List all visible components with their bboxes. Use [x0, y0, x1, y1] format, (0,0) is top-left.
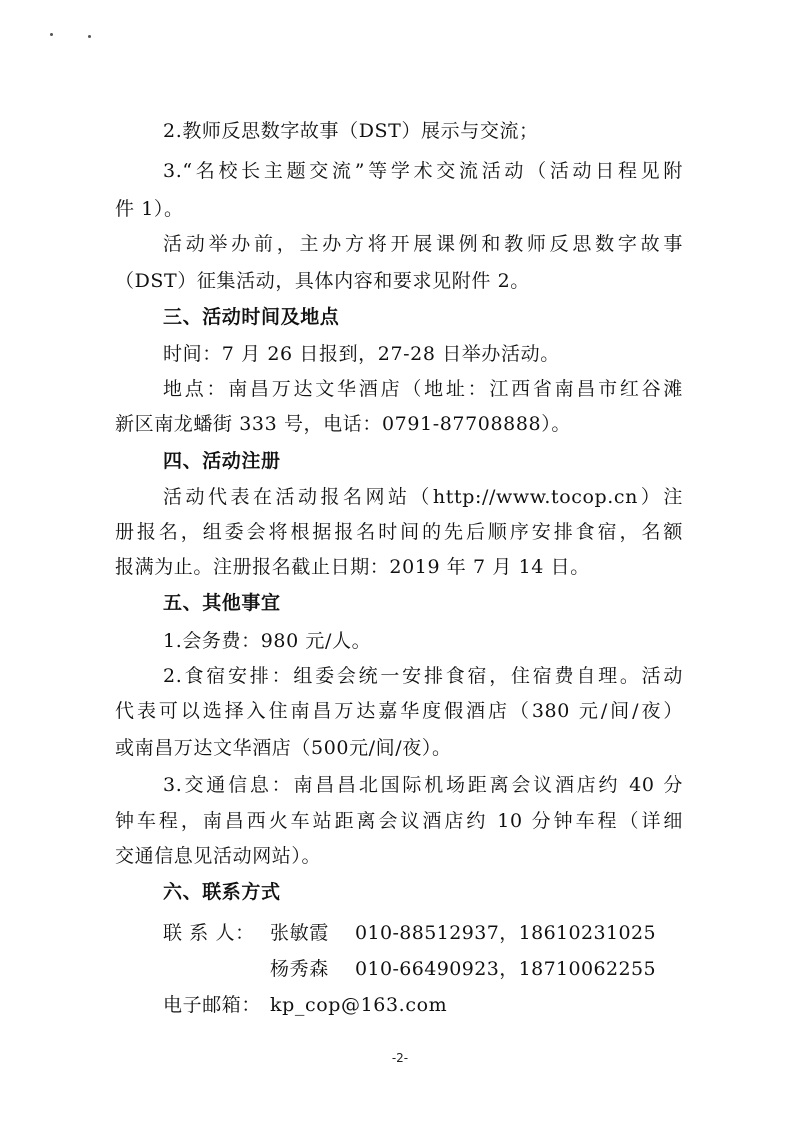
page-number: -2- [391, 1051, 409, 1065]
traffic-line-c: 交通信息见活动网站）。 [115, 845, 322, 867]
contact-name: 杨秀森 [270, 958, 329, 980]
pre-activity-line-a: 活动举办前，主办方将开展课例和教师反思数字故事 [163, 233, 683, 255]
email-address: kp_cop@163.com [270, 994, 448, 1016]
item-2-line: 2.教师反思数字故事（DST）展示与交流； [163, 120, 539, 142]
lodging-line-b: 代表可以选择入住南昌万达嘉华度假酒店（380 元/间/夜） [115, 700, 683, 722]
registration-line-b: 册报名，组委会将根据报名时间的先后顺序安排食宿，名额 [115, 521, 683, 543]
contact-phones: 010-66490923，18710062255 [355, 958, 656, 980]
section-4-heading: 四、活动注册 [163, 450, 281, 472]
email-label: 电子邮箱： [163, 994, 262, 1016]
place-line-a: 地点：南昌万达文华酒店（地址：江西省南昌市红谷滩 [163, 378, 683, 400]
traffic-line-a: 3.交通信息：南昌昌北国际机场距离会议酒店约 40 分 [163, 774, 683, 796]
pre-activity-line-b: （DST）征集活动，具体内容和要求见附件 2。 [115, 270, 530, 292]
registration-line-a: 活动代表在活动报名网站（http://www.tocop.cn）注 [163, 486, 683, 508]
section-6-heading: 六、联系方式 [163, 881, 281, 903]
registration-line-c: 报满为止。注册报名截止日期：2019 年 7 月 14 日。 [115, 556, 590, 578]
contact-label: 联 系 人： [163, 922, 255, 944]
traffic-line-b: 钟车程，南昌西火车站距离会议酒店约 10 分钟车程（详细 [115, 810, 683, 832]
lodging-line-a: 2.食宿安排：组委会统一安排食宿，住宿费自理。活动 [163, 665, 683, 687]
lodging-line-c: 或南昌万达文华酒店（500元/间/夜）。 [115, 737, 452, 759]
section-5-heading: 五、其他事宜 [163, 592, 281, 614]
fee-line: 1.会务费：980 元/人。 [163, 630, 372, 652]
item-3-line-b: 件 1）。 [115, 198, 184, 220]
time-line: 时间：7 月 26 日报到，27-28 日举办活动。 [163, 343, 560, 365]
contact-phones: 010-88512937，18610231025 [355, 922, 656, 944]
place-line-b: 新区南龙蟠街 333 号，电话：0791-87708888）。 [115, 413, 571, 435]
scan-speck [50, 33, 53, 36]
section-3-heading: 三、活动时间及地点 [163, 306, 340, 328]
contact-name: 张敏霞 [270, 922, 329, 944]
scan-speck [88, 35, 91, 38]
item-3-line-a: 3.“名校长主题交流”等学术交流活动（活动日程见附 [163, 160, 683, 182]
